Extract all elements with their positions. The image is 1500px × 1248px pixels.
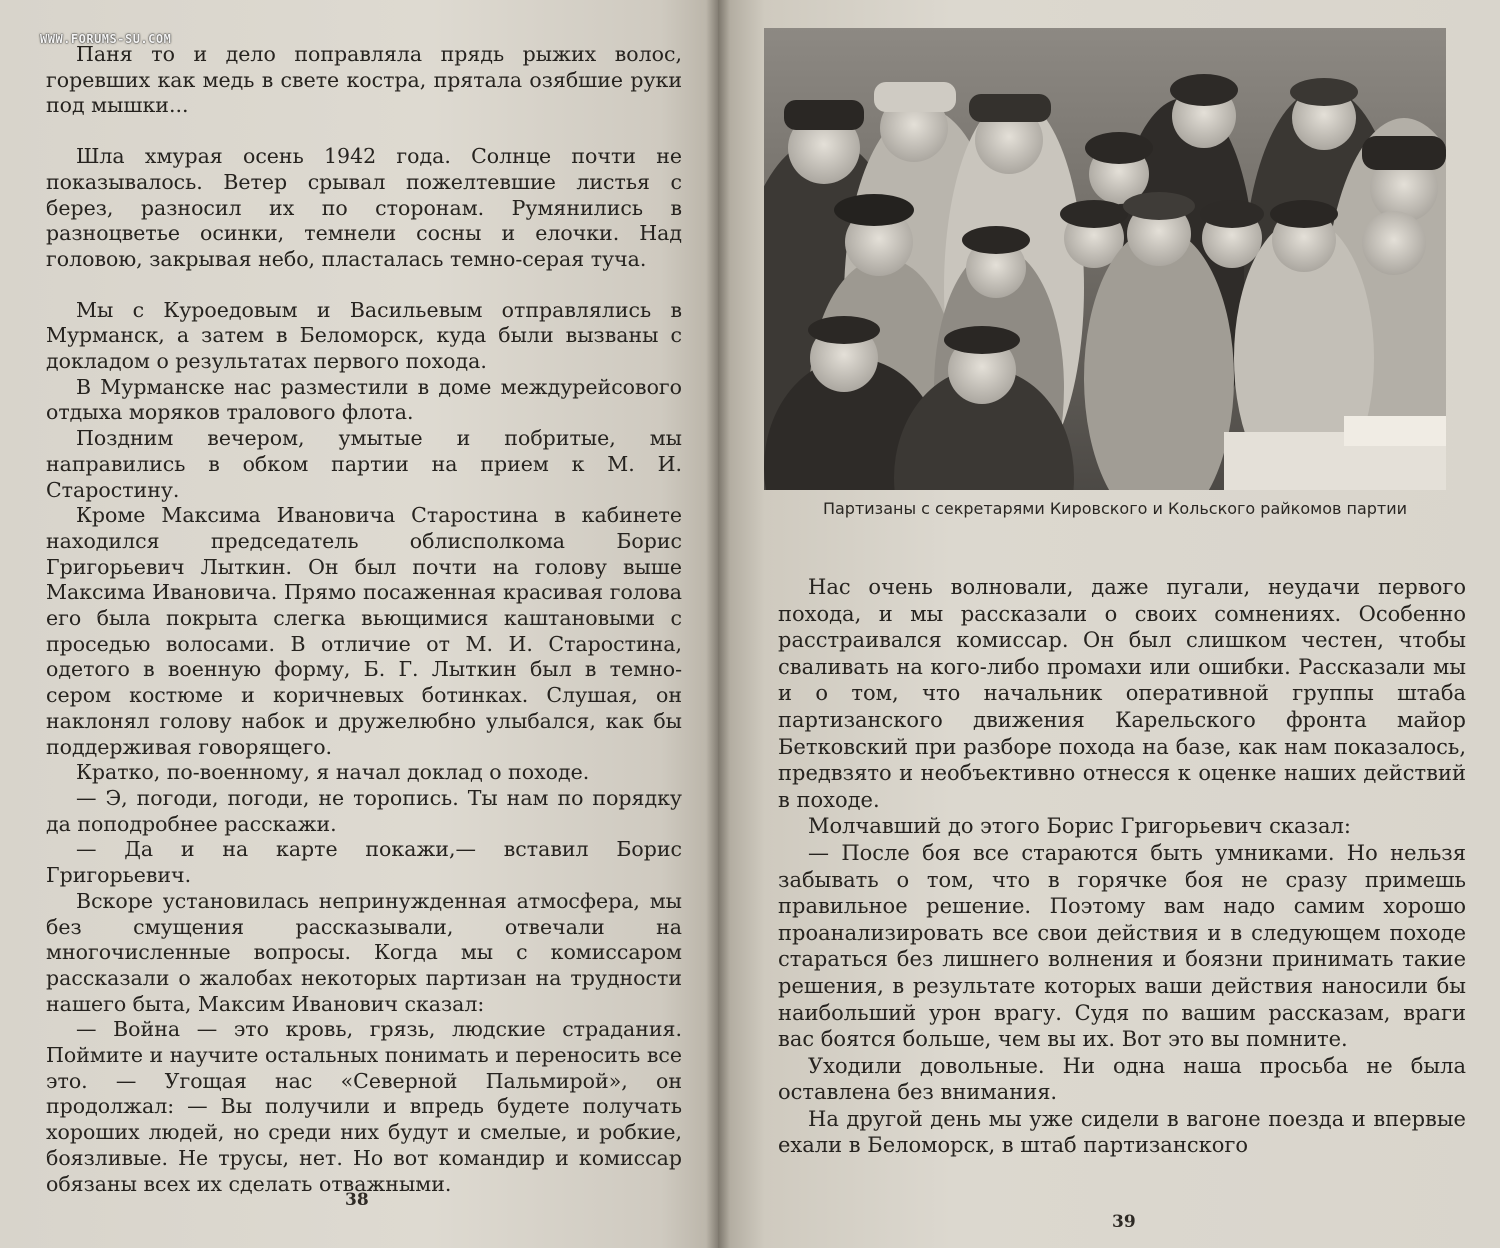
group-photo-image: [764, 28, 1446, 490]
paragraph: — Э, погоди, погоди, не торопись. Ты нам по порядку да поподробнее расскажи.: [46, 785, 682, 836]
paragraph: Уходили довольные. Ни одна наша просьба не была оставлена без внимания.: [778, 1053, 1466, 1105]
paragraph: На другой день мы уже сидели в вагоне поезда и впервые ехали в Беломорск, в штаб партизанского: [778, 1106, 1466, 1158]
paragraph: — Да и на карте покажи,— вставил Борис Григорьевич.: [46, 837, 682, 888]
paragraph: Паня то и дело поправляла прядь рыжих волос, горевших как медь в свете костра, прятала озябшие руки под мышки...: [46, 42, 682, 118]
group-photo: [764, 28, 1446, 490]
page-number-left: 38: [345, 1190, 369, 1210]
paragraph: Вскоре установилась непринужденная атмосфера, мы без смущения рассказывали, отвечали на многочисленные вопросы. Когда мы с комиссаром рассказали о жалобах некоторых партизан на трудности нашего быта, Максим Иванович сказал:: [46, 888, 682, 1016]
paragraph: Кратко, по-военному, я начал доклад о походе.: [76, 760, 590, 785]
paragraph: Кроме Максима Ивановича Старостина в кабинете находился председатель облисполкома Борис Григорьевич Лыткин. Он был почти на голову выше Максима Ивановича. Прямо посаженная красивая голова его была покрыта слегка вьющимися каштановыми с проседью волосами. В отличие от М. И. Старостина, одетого в военную форму, Б. Г. Лыткин был в темно-сером костюме и коричневых ботинках. Слушая, он наклонял голову набок и дружелюбно улыбался, как бы поддерживая говорящего.: [46, 503, 682, 759]
paragraph: Поздним вечером, умытые и побритые, мы направились в обком партии на прием к М. И. Старостину.: [46, 426, 682, 502]
paragraph: Молчавший до этого Борис Григорьевич сказал:: [808, 814, 1351, 839]
paragraph: В Мурманске нас разместили в доме междурейсового отдыха моряков тралового флота.: [46, 374, 682, 425]
page-number-right: 39: [1112, 1212, 1136, 1232]
paragraph: Шла хмурая осень 1942 года. Солнце почти не показывалось. Ветер срывал пожелтевшие листья с берез, разносил их по сторонам. Румянились в разноцветье осинки, темнели сосны и елочки. Над головою, закрывая небо, пластaлась темно-серая туча.: [46, 144, 682, 271]
book-gutter: [706, 0, 730, 1248]
paragraph: — После боя все стараются быть умниками. Но нельзя забывать о том, что в горячке боя не сразу примешь правильное решение. Поэтому вам надо самим хорошо проанализировать все свои действия и в следующем походе стараться без лишнего волнения и боязни принимать такие решения, в результате которых ваши действия наносили бы наибольший урон врагу. Судя по вашим рассказам, враги вас боятся больше, чем вы их. Вот это вы помните.: [778, 840, 1466, 1052]
paragraph: Мы с Куроедовым и Васильевым отправлялись в Мурманск, а затем в Беломорск, куда были вызваны с докладом о результатах первого похода.: [46, 297, 682, 374]
photo-caption: Партизаны с секретарями Кировского и Кольского райкомов партии: [822, 499, 1408, 518]
left-page: [0, 0, 718, 1248]
paragraph: — Война — это кровь, грязь, людские страдания. Поймите и научите остальных понимать и переносить все это. — Угощая нас «Северной Пальмирой», он продолжал: — Вы получили и впредь будете получать хороших людей, но среди них будут и смелые, и робкие, боязливые. Не трусы, нет. Но вот командир и комиссар обязаны всех их сделать отважными.: [46, 1017, 682, 1196]
left-page-text: [46, 42, 682, 1197]
paragraph: Нас очень волновали, даже пугали, неудачи первого похода, и мы рассказали о своих сомнениях. Особенно расстраивался комиссар. Он был слишком честен, чтобы сваливать на кого-либо промахи или ошибки. Рассказали мы и о том, что начальник оперативной группы штаба партизанского движения Карельского фронта майор Бетковский при разборе похода на базе, как нам показалось, предвзято и необъективно отнесся к оценке наших действий в походе.: [778, 575, 1466, 812]
watermark: WWW.FORUMS-SU.COM: [40, 32, 172, 46]
right-page-text: [778, 574, 1466, 1159]
